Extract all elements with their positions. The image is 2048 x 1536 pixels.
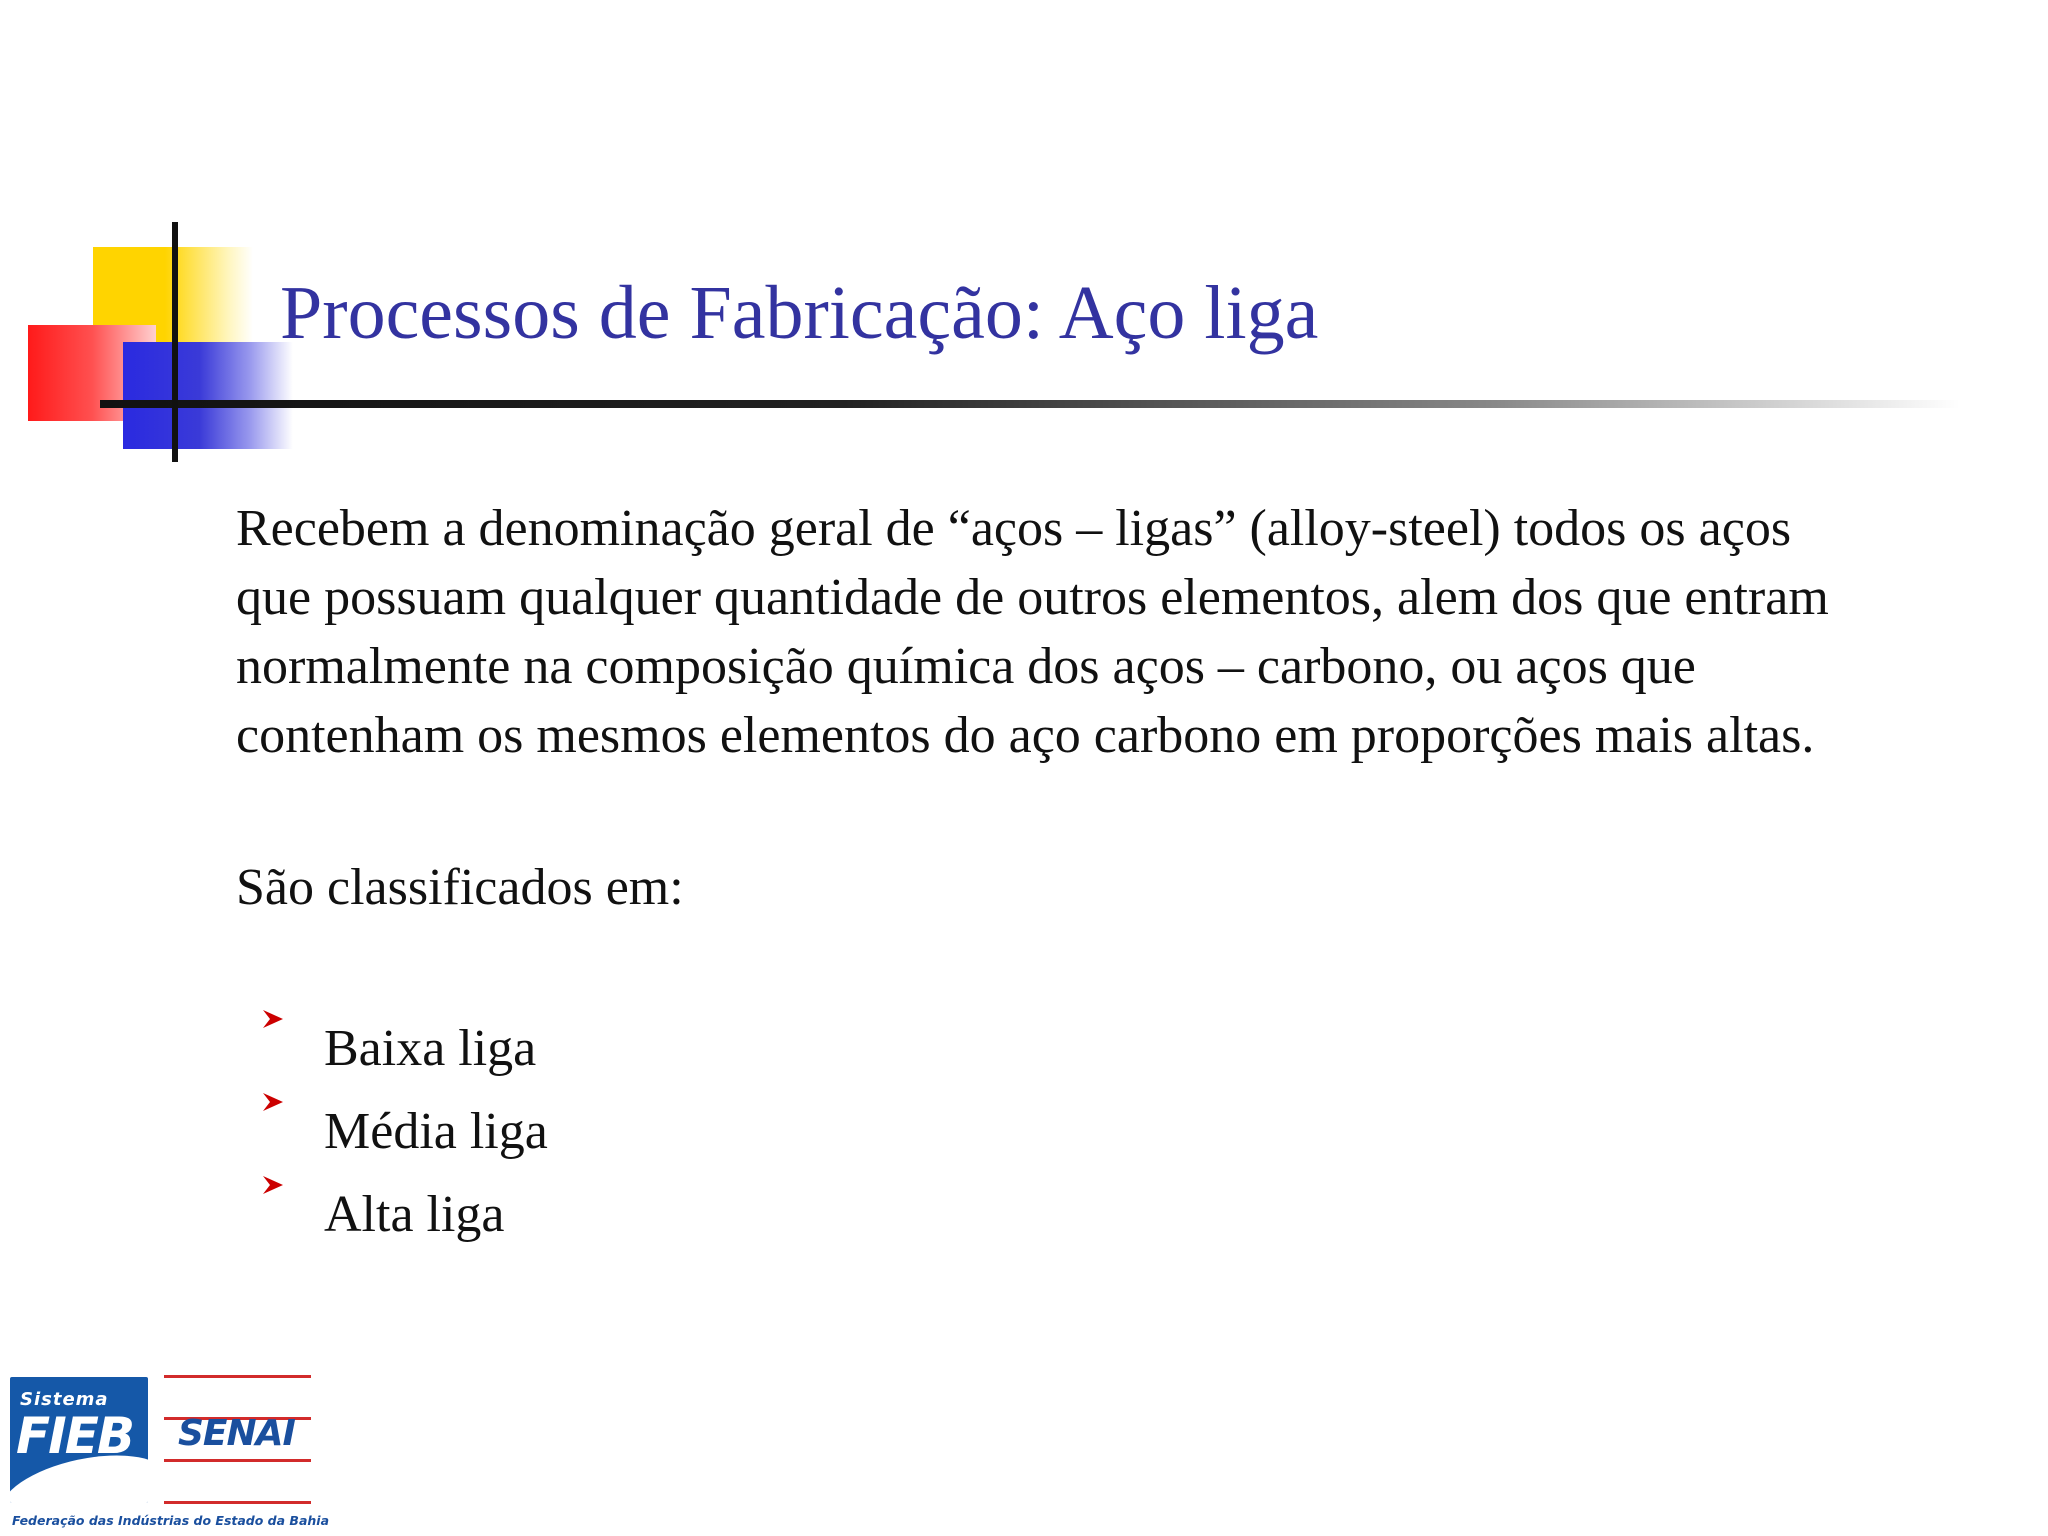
fieb-senai-logo: [10, 1373, 329, 1533]
list-item-label: Alta liga: [324, 1186, 505, 1243]
classification-list: [262, 1014, 548, 1263]
arrowhead-bullet-icon: [262, 1174, 324, 1196]
logo-stripe: [164, 1459, 311, 1462]
logo-stripe: [164, 1501, 311, 1504]
slide-title: Processos de Fabricação: Aço liga: [280, 271, 1319, 355]
logo-senai-text: SENAI: [178, 1413, 295, 1454]
list-item-label: Média liga: [324, 1103, 548, 1160]
body-paragraph: Recebem a denominação geral de “aços – ligas” (alloy-steel) todos os aços que possuam qualquer quantidade de outros elementos, alem dos que entram normalmente na composição química dos aços – carbono, ou aços que contenham os mesmos elementos do aço carbono em proporções mais altas.: [236, 500, 1829, 764]
logo-stripe: [164, 1375, 311, 1378]
arrowhead-bullet-icon: [262, 1091, 324, 1113]
decor-blue-square: [123, 342, 293, 449]
list-item-label: Baixa liga: [324, 1020, 537, 1077]
list-item: [262, 1097, 548, 1180]
list-item: [262, 1014, 548, 1097]
logo-sistema-text: Sistema: [20, 1389, 109, 1410]
logo-fieb-text: FIEB: [16, 1407, 134, 1465]
decor-vertical-line: [172, 222, 178, 462]
classified-intro: São classificados em:: [236, 859, 684, 916]
fieb-logo-block: [10, 1377, 148, 1503]
logo-caption: Federação das Indústrias do Estado da Bahia: [12, 1513, 329, 1528]
arrowhead-bullet-icon: [262, 1008, 324, 1030]
list-item: [262, 1180, 548, 1263]
title-underline: [100, 400, 1960, 408]
